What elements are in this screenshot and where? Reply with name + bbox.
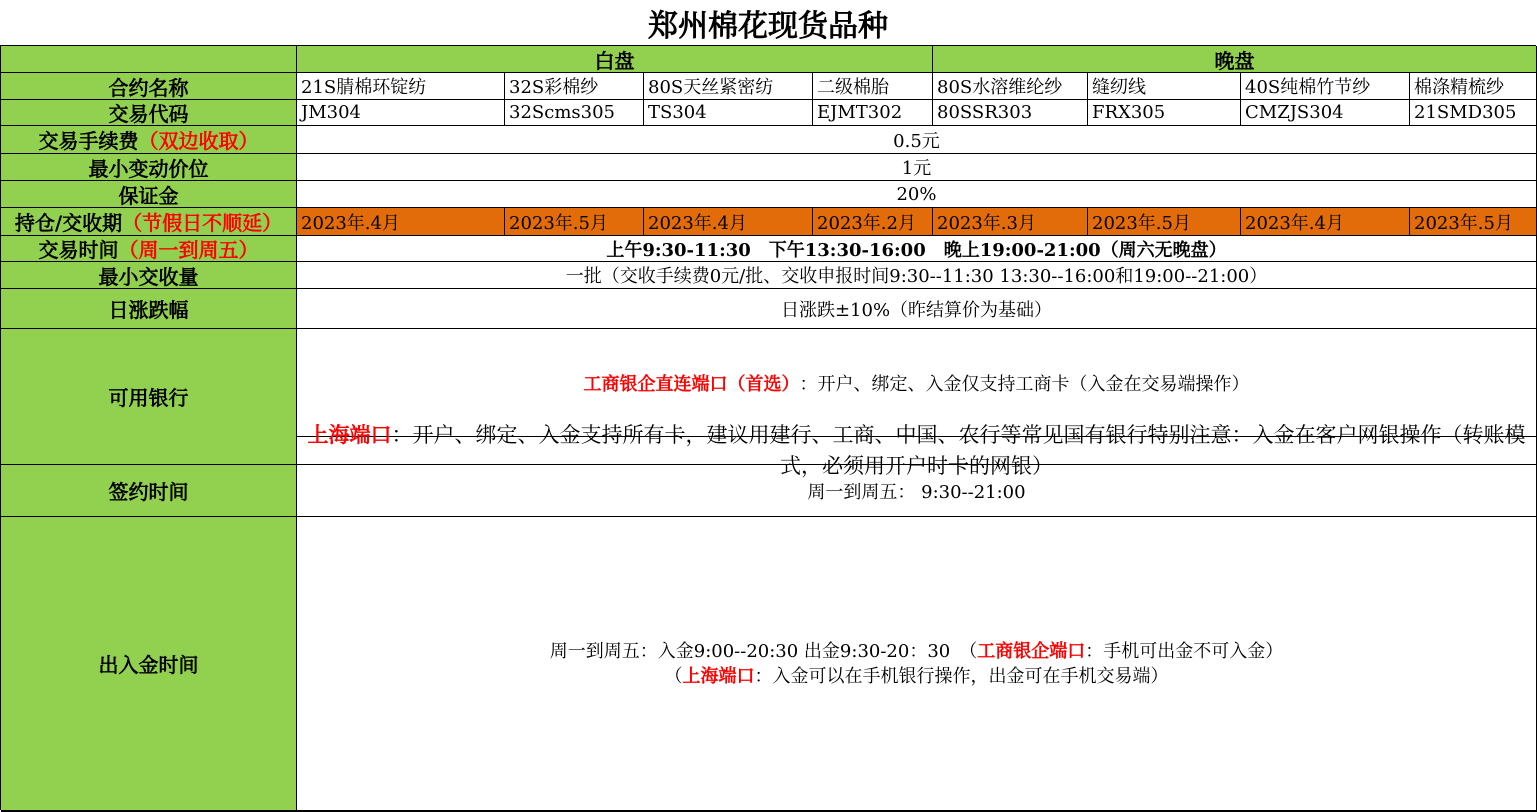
trade-code: 21SMD305 xyxy=(1410,100,1537,126)
trade-time-value: 上午9:30-11:30 下午13:30-16:00 晚上19:00-21:00（周六无晚盘） xyxy=(297,236,1537,262)
day-session-header: 白盘 xyxy=(297,46,933,73)
trade-time-label-text: 交易时间 xyxy=(38,238,119,262)
corner-cell xyxy=(1,46,297,73)
page-title: 郑州棉花现货品种 xyxy=(0,0,1536,46)
delivery-period-note: （节假日不顺延） xyxy=(122,211,283,235)
contract-name: 二级棉胎 xyxy=(813,73,933,100)
contract-table xyxy=(0,46,1536,810)
min-tick-value: 1元 xyxy=(297,154,1537,181)
delivery-period: 2023年.5月 xyxy=(1410,208,1537,236)
fund-line2-port: 上海端口 xyxy=(682,665,755,687)
trade-code: EJMT302 xyxy=(813,100,933,126)
trade-code: 80SSR303 xyxy=(933,100,1088,126)
bank-shanghai-row xyxy=(297,422,1537,478)
contract-name: 棉涤精梳纱 xyxy=(1410,73,1537,100)
trade-code: 32Scms305 xyxy=(505,100,644,126)
contract-name: 80S水溶维纶纱 xyxy=(933,73,1088,100)
delivery-period: 2023年.3月 xyxy=(933,208,1088,236)
delivery-period: 2023年.4月 xyxy=(297,208,505,236)
delivery-period-label xyxy=(1,208,297,236)
delivery-period: 2023年.5月 xyxy=(1088,208,1241,236)
fee-label-text: 交易手续费 xyxy=(38,129,139,153)
contract-name: 40S纯棉竹节纱 xyxy=(1241,73,1410,100)
daily-limit-value: 日涨跌±10%（昨结算价为基础） xyxy=(297,289,1537,329)
margin-label: 保证金 xyxy=(1,181,297,208)
delivery-period: 2023年.5月 xyxy=(505,208,644,236)
daily-limit-label: 日涨跌幅 xyxy=(1,289,297,329)
banks-label: 可用银行 xyxy=(1,329,297,465)
fee-label xyxy=(1,126,297,154)
contract-name-label: 合约名称 xyxy=(1,73,297,100)
fund-line1-post: ：手机可出金不可入金） xyxy=(1085,640,1284,662)
bank-shanghai-title: 上海端口 xyxy=(307,422,392,448)
trade-code: TS304 xyxy=(644,100,813,126)
margin-value: 20% xyxy=(297,181,1537,208)
bank-icbc-title: 工商银企直连端口（首选） xyxy=(583,373,800,395)
delivery-period: 2023年.4月 xyxy=(644,208,813,236)
bank-shanghai-desc: ：开户、绑定、入金支持所有卡，建议用建行、工商、中国、农行等常见国有银行特别注意：入金在客户网银操作（转账模式，必须用开户时卡的网银） xyxy=(391,423,1526,478)
delivery-period: 2023年.4月 xyxy=(1241,208,1410,236)
fee-note: （双边收取） xyxy=(138,129,259,153)
contract-name: 21S腈棉环锭纺 xyxy=(297,73,505,100)
fund-time-label: 出入金时间 xyxy=(1,517,297,811)
trade-code: JM304 xyxy=(297,100,505,126)
trade-time-label xyxy=(1,236,297,262)
trade-code: CMZJS304 xyxy=(1241,100,1410,126)
trade-code-label: 交易代码 xyxy=(1,100,297,126)
fund-line2-pre: （ xyxy=(664,665,683,687)
night-session-header: 晚盘 xyxy=(933,46,1537,73)
delivery-period: 2023年.2月 xyxy=(813,208,933,236)
bank-icbc-desc: ：开户、绑定、入金仅支持工商卡（入金在交易端操作） xyxy=(799,373,1250,395)
sign-time-label: 签约时间 xyxy=(1,465,297,517)
contract-name: 缝纫线 xyxy=(1088,73,1241,100)
trade-time-note: （周一到周五） xyxy=(118,238,259,262)
trade-code: FRX305 xyxy=(1088,100,1241,126)
fee-value: 0.5元 xyxy=(297,126,1537,154)
min-delivery-value: 一批（交收手续费0元/批、交收申报时间9:30--11:30 13:30--16:00和19:00--21:00） xyxy=(297,262,1537,289)
min-tick-label: 最小变动价位 xyxy=(1,154,297,181)
fund-time-value xyxy=(297,517,1537,811)
contract-name: 80S天丝紧密纺 xyxy=(644,73,813,100)
fund-line2-post: ：入金可以在手机银行操作，出金可在手机交易端） xyxy=(754,665,1169,687)
delivery-period-label-text: 持仓/交收期 xyxy=(14,211,123,235)
contract-name: 32S彩棉纱 xyxy=(505,73,644,100)
fund-line1-pre: 周一到周五：入金9:00--20:30 出金9:30-20：30 （ xyxy=(549,640,978,662)
fund-line1-port: 工商银企端口 xyxy=(977,640,1086,662)
min-delivery-label: 最小交收量 xyxy=(1,262,297,289)
sign-time-value: 周一到周五： 9:30--21:00 xyxy=(297,465,1537,517)
